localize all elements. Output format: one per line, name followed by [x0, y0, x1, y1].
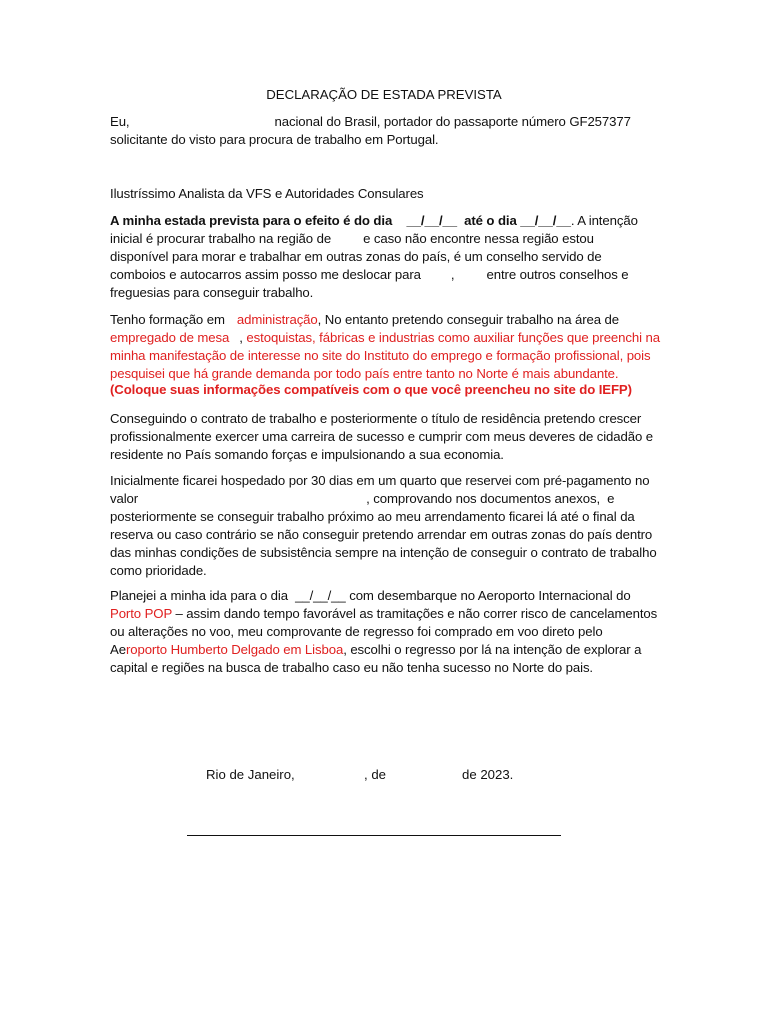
- p2-formation-value: administração: [236, 312, 318, 327]
- stay-dates: A minha estada prevista para o efeito é do dia __/__/__ até o dia __/__/__: [110, 213, 571, 228]
- arrival-airport: Porto POP: [110, 606, 172, 621]
- p1-line-5: freguesias para conseguir trabalho.: [110, 285, 314, 300]
- p1-line-4c: entre outros conselhos e: [486, 267, 629, 282]
- p3-line-3: residente no País somando forças e impulsionando a sua economia.: [110, 447, 504, 462]
- p1-line-2a: inicial é procurar trabalho na região de: [110, 231, 332, 246]
- p4-valor-label: valor: [110, 491, 139, 506]
- p5-line-2b: – assim dando tempo favorável as tramitações e não correr risco de cancelamentos: [171, 606, 658, 621]
- intro-nationality: nacional do Brasil, portador do passaporte número GF257377: [274, 114, 631, 129]
- p2-job-area: empregado de mesa: [110, 330, 230, 345]
- p2-line-1: [110, 311, 619, 329]
- p4-line-4: reserva ou caso contrário se não conseguir pretendo arrendar em outras zonas do país dentro: [110, 527, 653, 542]
- p2-line-4: pesquisei que há grande demanda por todo país entre tanto no Norte é mais abundante.: [110, 366, 619, 381]
- signature-de: , de: [364, 767, 386, 782]
- p1-line-3: disponível para morar e trabalhar em outras zonas do país, é um conselho servido de: [110, 249, 602, 264]
- p1-line-2b: e caso não encontre nessa região estou: [363, 231, 594, 246]
- p5-line-4a: Ae: [110, 642, 126, 657]
- p1-line-4b: ,: [450, 267, 455, 282]
- p5-line-1: Planejei a minha ida para o dia __/__/__ com desembarque no Aeroporto Internacional do: [110, 588, 631, 603]
- p4-line-5: das minhas condições de subsistência sempre na intenção de conseguir o contrato de trabalho: [110, 545, 657, 560]
- intro-line-1: [110, 113, 631, 131]
- p3-line-1: Conseguindo o contrato de trabalho e posteriormente o título de residência pretendo crescer: [110, 411, 642, 426]
- p4-line-3: posteriormente se conseguir trabalho próximo ao meu arrendamento ficarei lá até o final da: [110, 509, 635, 524]
- p4-line-2: [110, 490, 614, 508]
- p2-line-2c: estoquistas, fábricas e industrias como auxiliar funções que preenchi na: [246, 330, 660, 345]
- p4-line-6: como prioridade.: [110, 563, 207, 578]
- p5-line-2: [110, 605, 657, 623]
- p5-line-4c: , escolhi o regresso por lá na intenção de explorar a: [343, 642, 642, 657]
- p1-line-1: [110, 212, 638, 230]
- p2-line-1c: , No entanto pretendo conseguir trabalho na área de: [317, 312, 620, 327]
- intro-eu: Eu,: [110, 114, 130, 129]
- p3-line-2: profissionalmente exercer uma carreira de sucesso e cumprir com meus deveres de cidadão e: [110, 429, 654, 444]
- salutation: Ilustríssimo Analista da VFS e Autoridades Consulares: [110, 186, 424, 201]
- p4-line-2b: , comprovando nos documentos anexos, e: [366, 491, 615, 506]
- p1-line-2: [110, 230, 594, 248]
- p4-line-1: Inicialmente ficarei hospedado por 30 dias em um quarto que reservei com pré-pagamento no: [110, 473, 650, 488]
- p5-line-4: [110, 641, 641, 659]
- p2-instruction-note: (Coloque suas informações compatíveis com o que você preencheu no site do IEFP): [110, 382, 632, 397]
- signature-year: de 2023.: [462, 767, 514, 782]
- p2-formation-label: Tenho formação em: [110, 312, 225, 327]
- p5-line-5: capital e regiões na busca de trabalho caso eu não tenha sucesso no Norte do pais.: [110, 660, 593, 675]
- p1-line-1-rest: . A intenção: [570, 213, 638, 228]
- p2-line-2: [110, 329, 660, 347]
- p2-line-3: minha manifestação de interesse no site do Instituto do emprego e formação profissional, pois: [110, 348, 651, 363]
- p1-line-4a: comboios e autocarros assim posso me deslocar para: [110, 267, 421, 282]
- intro-line-2: solicitante do visto para procura de trabalho em Portugal.: [110, 132, 439, 147]
- signature-line: [187, 835, 561, 836]
- p1-line-4: [110, 266, 629, 284]
- signature-city: Rio de Janeiro,: [206, 767, 295, 782]
- return-airport: roporto Humberto Delgado em Lisboa: [125, 642, 344, 657]
- document-title: DECLARAÇÃO DE ESTADA PREVISTA: [266, 87, 502, 102]
- p5-line-3: ou alterações no voo, meu comprovante de regresso foi comprado em voo direto pelo: [110, 624, 603, 639]
- p2-comma: ,: [239, 330, 243, 345]
